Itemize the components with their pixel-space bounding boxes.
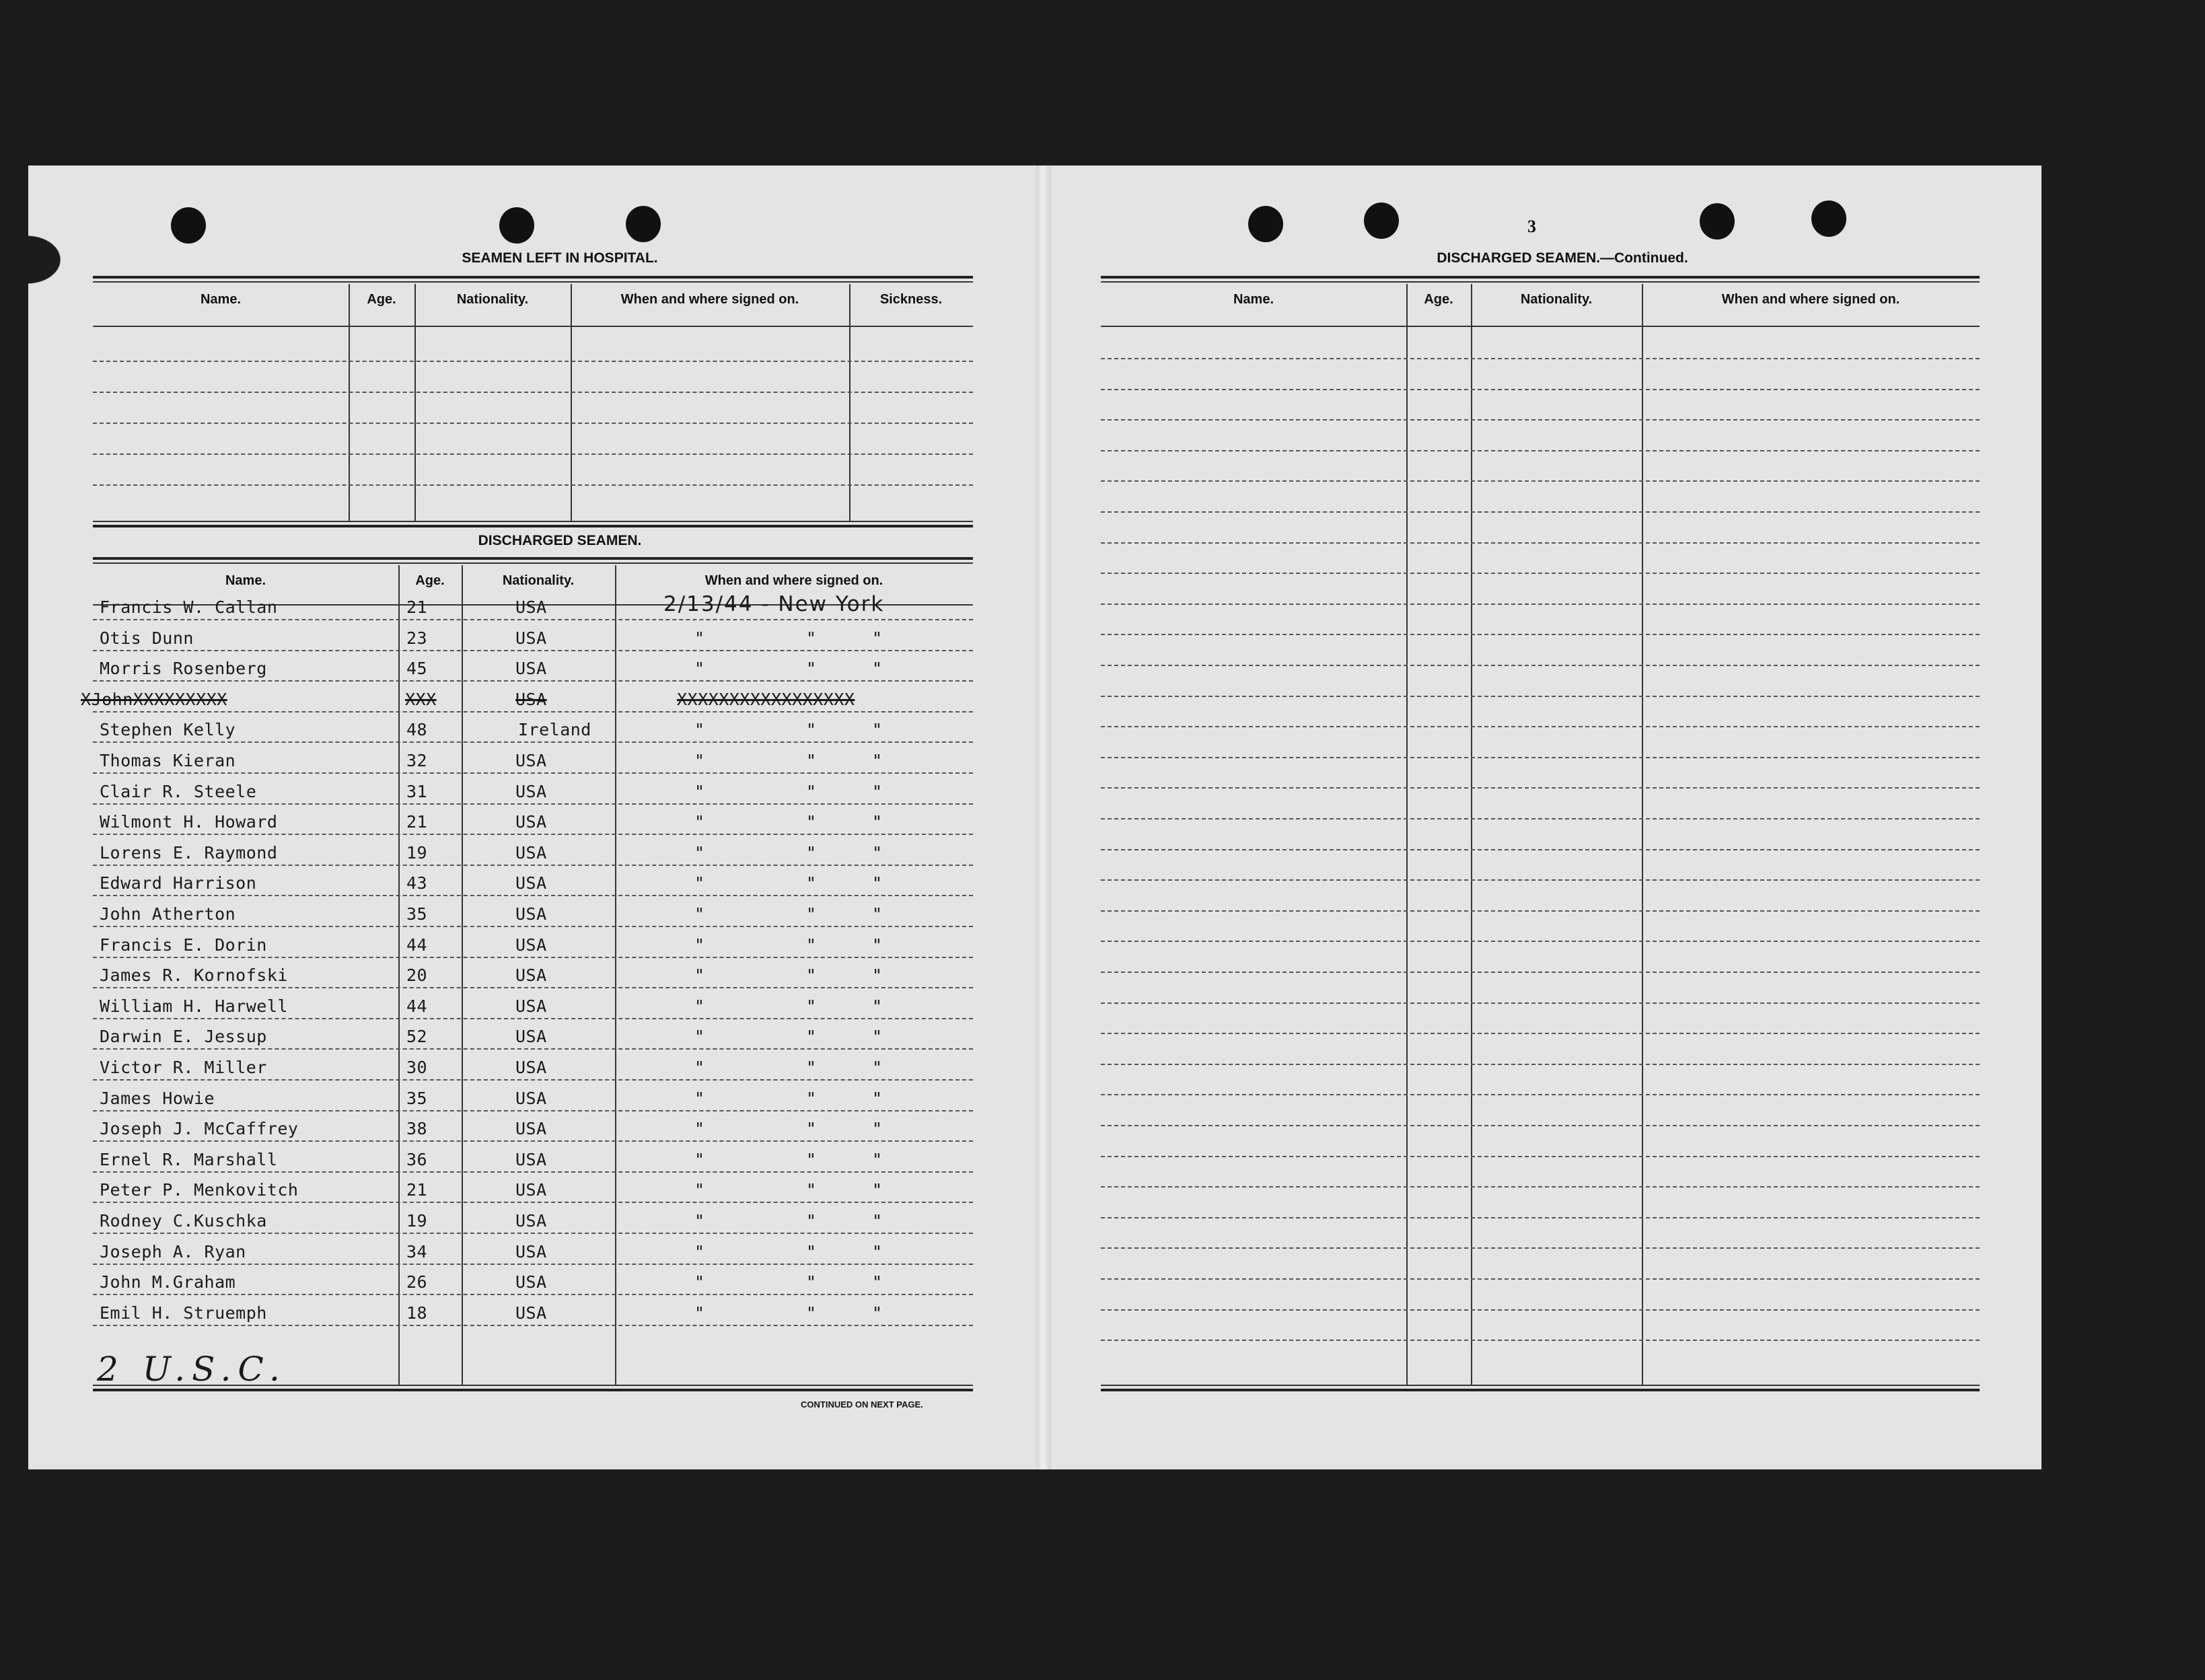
ditto-mark: "	[694, 751, 705, 770]
ditto-mark: "	[872, 628, 883, 648]
ditto-mark: "	[872, 720, 883, 740]
row-line	[1101, 1156, 1980, 1157]
ditto-mark: "	[694, 1241, 705, 1262]
seaman-age: 34	[406, 1241, 428, 1262]
seaman-nationality: USA	[515, 659, 547, 679]
seaman-name: Peter P. Menkovitch	[100, 1180, 299, 1200]
row-line	[93, 1079, 973, 1081]
row-line	[1101, 542, 1980, 544]
seaman-name: Edward Harrison	[100, 873, 257, 893]
punch-hole	[171, 207, 206, 244]
ditto-mark: "	[806, 935, 817, 955]
seaman-age: 38	[406, 1119, 428, 1139]
row-line	[1101, 910, 1980, 912]
column-header: Name.	[200, 292, 242, 307]
row-line	[1101, 1064, 1980, 1065]
ditto-mark: "	[806, 628, 817, 648]
seaman-age: 30	[406, 1058, 428, 1077]
seaman-age: 45	[406, 659, 428, 679]
document-sheet	[28, 166, 2041, 1469]
ditto-mark: "	[872, 1241, 883, 1262]
row-line	[1101, 573, 1980, 574]
seaman-age: 36	[406, 1149, 428, 1169]
seaman-age: 20	[406, 965, 428, 986]
seaman-nationality: USA	[515, 781, 547, 801]
seaman-name: Joseph J. McCaffrey	[100, 1119, 299, 1139]
row-line	[93, 1325, 973, 1326]
column-header: When and where signed on.	[1721, 292, 1900, 307]
row-line	[1101, 604, 1980, 605]
seaman-age: 43	[406, 873, 428, 893]
ditto-mark: "	[872, 873, 883, 893]
seaman-name: Stephen Kelly	[100, 720, 236, 740]
seaman-age: 18	[406, 1303, 428, 1323]
ditto-mark: "	[806, 1088, 817, 1108]
row-line	[93, 1171, 973, 1173]
ditto-mark: "	[806, 751, 817, 770]
seaman-nationality: USA	[515, 1058, 547, 1077]
seaman-nationality: USA	[515, 812, 547, 832]
ditto-mark: "	[872, 1058, 883, 1077]
row-line	[93, 865, 973, 866]
ditto-mark: "	[694, 781, 705, 801]
row-line	[93, 1294, 973, 1295]
seaman-name: John M.Graham	[100, 1272, 236, 1292]
ditto-mark: "	[694, 659, 705, 679]
rule	[1101, 1385, 1980, 1386]
ditto-mark: "	[806, 1149, 817, 1169]
seaman-name: Francis W. Callan	[100, 597, 278, 617]
rule	[93, 525, 973, 527]
seaman-age: 21	[406, 1180, 428, 1200]
column-header: When and where signed on.	[620, 292, 799, 307]
row-line	[93, 423, 973, 424]
row-line	[1101, 1309, 1980, 1311]
seaman-nationality: USA	[515, 842, 547, 863]
seaman-name: Ernel R. Marshall	[100, 1149, 278, 1169]
seaman-name: Darwin E. Jessup	[100, 1027, 267, 1047]
seaman-age: 21	[406, 812, 428, 832]
row-line	[1101, 1125, 1980, 1126]
seaman-name: Joseph A. Ryan	[100, 1241, 246, 1262]
column-header: Age.	[367, 292, 396, 307]
ditto-mark: "	[806, 873, 817, 893]
row-line	[93, 453, 973, 455]
hospital-section-title: SEAMEN LEFT IN HOSPITAL.	[462, 250, 658, 266]
row-line	[1101, 972, 1980, 973]
row-line	[1101, 1002, 1980, 1004]
seaman-name: Francis E. Dorin	[100, 935, 267, 955]
row-line	[93, 772, 973, 774]
ditto-mark: "	[872, 1211, 883, 1231]
row-line	[93, 1048, 973, 1050]
seaman-nationality: USA	[515, 628, 547, 648]
row-line	[93, 926, 973, 927]
seaman-nationality: USA	[515, 1241, 547, 1262]
ditto-mark: "	[872, 1088, 883, 1108]
seaman-name: James R. Kornofski	[100, 965, 288, 986]
ditto-mark: "	[872, 1119, 883, 1139]
seaman-age: 21	[406, 597, 428, 617]
row-line	[1101, 665, 1980, 666]
column-header: Nationality.	[1520, 292, 1593, 307]
rule	[93, 562, 973, 564]
ditto-mark: "	[806, 1272, 817, 1292]
row-line	[1101, 480, 1980, 482]
ditto-mark: "	[694, 1027, 705, 1047]
punch-hole	[1364, 203, 1399, 239]
continued-footnote: CONTINUED ON NEXT PAGE.	[801, 1399, 923, 1410]
rule	[1101, 276, 1980, 279]
row-line	[93, 1264, 973, 1265]
row-line	[93, 1233, 973, 1234]
row-line	[93, 803, 973, 805]
column-header: When and where signed on.	[704, 573, 883, 588]
seaman-name: Otis Dunn	[100, 628, 194, 648]
seaman-age: 26	[406, 1272, 428, 1292]
rule	[93, 276, 973, 279]
row-line	[93, 895, 973, 896]
row-line	[1101, 450, 1980, 451]
ditto-mark: "	[872, 1149, 883, 1169]
seaman-name: Clair R. Steele	[100, 781, 257, 801]
seaman-name: Lorens E. Raymond	[100, 842, 278, 863]
ditto-mark: "	[806, 720, 817, 740]
ditto-mark: "	[806, 996, 817, 1016]
row-line	[1101, 879, 1980, 881]
row-line	[93, 1018, 973, 1019]
struck-name: XJohnXXXXXXXXX	[81, 689, 227, 709]
seaman-age: 44	[406, 935, 428, 955]
column-divider	[462, 565, 463, 1385]
seaman-age: 35	[406, 904, 428, 924]
ditto-mark: "	[806, 904, 817, 924]
ditto-mark: "	[872, 935, 883, 955]
ditto-mark: "	[694, 1272, 705, 1292]
row-line	[93, 1202, 973, 1203]
ditto-mark: "	[694, 628, 705, 648]
ditto-mark: "	[872, 1303, 883, 1323]
struck-nationality: USA	[515, 689, 547, 709]
ditto-mark: "	[694, 720, 705, 740]
row-line	[93, 392, 973, 393]
row-line	[1101, 634, 1980, 635]
seaman-name: Wilmont H. Howard	[100, 812, 278, 832]
seaman-name: Victor R. Miller	[100, 1058, 267, 1077]
row-line	[1101, 818, 1980, 819]
ditto-mark: "	[872, 842, 883, 863]
seaman-nationality: USA	[515, 904, 547, 924]
seaman-name: James Howie	[100, 1088, 215, 1108]
punch-hole	[499, 207, 534, 244]
ditto-mark: "	[806, 659, 817, 679]
ditto-mark: "	[872, 781, 883, 801]
seaman-name: Thomas Kieran	[100, 751, 236, 770]
ditto-mark: "	[872, 996, 883, 1016]
punch-hole	[626, 206, 661, 242]
ditto-mark: "	[806, 1211, 817, 1231]
seaman-nationality: USA	[515, 996, 547, 1016]
ditto-mark: "	[872, 1027, 883, 1047]
punch-hole	[1811, 200, 1846, 237]
ditto-mark: "	[806, 1303, 817, 1323]
rule	[1101, 281, 1980, 283]
ditto-mark: "	[694, 1088, 705, 1108]
ditto-mark: "	[694, 812, 705, 832]
rule	[93, 281, 973, 283]
rule	[1101, 1389, 1980, 1391]
rule	[93, 557, 973, 560]
column-header: Sickness.	[879, 292, 943, 307]
column-divider	[398, 565, 400, 1385]
page-number: 3	[1527, 217, 1536, 236]
ditto-mark: "	[806, 1058, 817, 1077]
seaman-age: 44	[406, 996, 428, 1016]
seaman-age: 52	[406, 1027, 428, 1047]
row-line	[93, 619, 973, 620]
header-rule	[93, 326, 973, 327]
ditto-mark: "	[872, 812, 883, 832]
punch-hole	[1248, 206, 1283, 242]
seaman-age: 23	[406, 628, 428, 648]
seaman-nationality: USA	[515, 751, 547, 770]
struck-signed-on: XXXXXXXXXXXXXXXXX	[677, 689, 855, 709]
seaman-name: John Atherton	[100, 904, 236, 924]
seaman-age: 35	[406, 1088, 428, 1108]
row-line	[1101, 358, 1980, 359]
row-line	[1101, 1217, 1980, 1218]
row-line	[93, 680, 973, 682]
ditto-mark: "	[694, 1180, 705, 1200]
row-line	[1101, 389, 1980, 390]
seaman-nationality: Ireland	[518, 720, 591, 740]
row-line	[93, 834, 973, 835]
row-line	[93, 987, 973, 988]
column-divider	[1406, 284, 1408, 1385]
discharged-section-title: DISCHARGED SEAMEN.	[478, 533, 642, 548]
seaman-nationality: USA	[515, 965, 547, 986]
seaman-nationality: USA	[515, 1180, 547, 1200]
row-line	[1101, 849, 1980, 850]
seaman-nationality: USA	[515, 1272, 547, 1292]
ditto-mark: "	[694, 1119, 705, 1139]
column-header: Name.	[1233, 292, 1274, 307]
seaman-age: 19	[406, 842, 428, 863]
ditto-mark: "	[806, 1180, 817, 1200]
seaman-nationality: USA	[515, 597, 547, 617]
row-line	[1101, 511, 1980, 513]
punch-hole	[1700, 203, 1735, 240]
ditto-mark: "	[806, 1119, 817, 1139]
row-line	[1101, 1033, 1980, 1034]
seaman-nationality: USA	[515, 1088, 547, 1108]
row-line	[93, 361, 973, 362]
row-line	[93, 1110, 973, 1111]
ditto-mark: "	[872, 904, 883, 924]
ditto-mark: "	[694, 1058, 705, 1077]
center-fold	[1036, 166, 1051, 1469]
column-header: Age.	[1424, 292, 1453, 307]
row-line	[93, 741, 973, 743]
ditto-mark: "	[694, 842, 705, 863]
ditto-mark: "	[694, 904, 705, 924]
ditto-mark: "	[806, 781, 817, 801]
ditto-mark: "	[806, 812, 817, 832]
ditto-mark: "	[694, 935, 705, 955]
seaman-name: Morris Rosenberg	[100, 659, 267, 679]
seaman-nationality: USA	[515, 873, 547, 893]
continued-section-title: DISCHARGED SEAMEN.—Continued.	[1437, 250, 1688, 266]
ditto-mark: "	[872, 751, 883, 770]
seaman-age: 32	[406, 751, 428, 770]
row-line	[1101, 1186, 1980, 1188]
column-header: Age.	[415, 573, 445, 588]
signed-on-entry: 2/13/44 - New York	[663, 592, 885, 616]
ditto-mark: "	[872, 1180, 883, 1200]
row-line	[1101, 1094, 1980, 1095]
row-line	[1101, 1340, 1980, 1341]
row-line	[1101, 1278, 1980, 1280]
row-line	[93, 1140, 973, 1142]
column-header: Name.	[225, 573, 266, 588]
ditto-mark: "	[694, 996, 705, 1016]
column-divider	[615, 565, 616, 1385]
seaman-nationality: USA	[515, 1149, 547, 1169]
row-line	[1101, 1247, 1980, 1249]
ditto-mark: "	[806, 842, 817, 863]
row-line	[93, 650, 973, 651]
column-header: Nationality.	[502, 573, 575, 588]
row-line	[93, 711, 973, 713]
seaman-age: 31	[406, 781, 428, 801]
ditto-mark: "	[806, 1241, 817, 1262]
ditto-mark: "	[694, 965, 705, 986]
ditto-mark: "	[872, 1272, 883, 1292]
row-line	[1101, 726, 1980, 727]
seaman-name: Emil H. Struemph	[100, 1303, 267, 1323]
column-header: Nationality.	[456, 292, 529, 307]
row-line	[93, 484, 973, 486]
seaman-nationality: USA	[515, 935, 547, 955]
rule	[93, 1389, 973, 1391]
row-line	[1101, 941, 1980, 942]
seaman-name: Rodney C.Kuschka	[100, 1211, 267, 1231]
column-divider	[1471, 284, 1472, 1385]
rule	[93, 521, 973, 522]
struck-age: XXX	[405, 689, 437, 709]
ditto-mark: "	[872, 659, 883, 679]
seaman-name: William H. Harwell	[100, 996, 288, 1016]
seaman-age: 48	[406, 720, 428, 740]
header-rule	[1101, 326, 1980, 327]
row-line	[1101, 419, 1980, 421]
ditto-mark: "	[694, 1303, 705, 1323]
row-line	[1101, 696, 1980, 697]
seaman-nationality: USA	[515, 1211, 547, 1231]
seaman-nationality: USA	[515, 1027, 547, 1047]
ditto-mark: "	[694, 873, 705, 893]
column-divider	[1642, 284, 1643, 1385]
row-line	[1101, 757, 1980, 758]
ditto-mark: "	[694, 1211, 705, 1231]
ditto-mark: "	[806, 965, 817, 986]
ditto-mark: "	[872, 965, 883, 986]
seaman-nationality: USA	[515, 1303, 547, 1323]
row-line	[93, 957, 973, 958]
seaman-nationality: USA	[515, 1119, 547, 1139]
ditto-mark: "	[806, 1027, 817, 1047]
handwritten-note: 2 U.S.C.	[97, 1350, 287, 1389]
row-line	[1101, 787, 1980, 789]
seaman-age: 19	[406, 1211, 428, 1231]
ditto-mark: "	[694, 1149, 705, 1169]
